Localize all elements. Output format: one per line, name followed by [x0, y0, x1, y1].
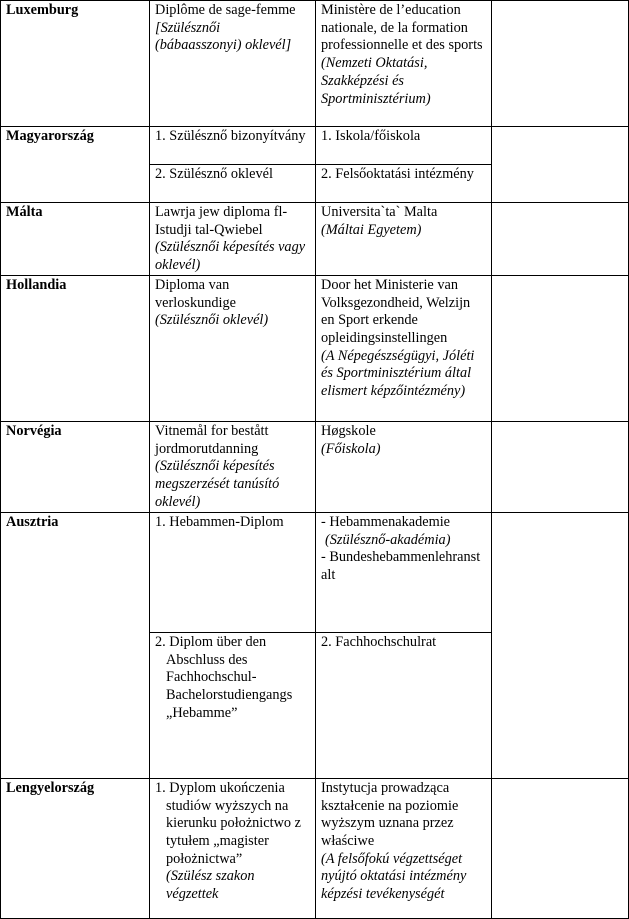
institution-name: 1. Iskola/főiskola: [321, 128, 421, 144]
country-cell: Luxemburg: [1, 1, 150, 127]
empty-cell: [492, 275, 629, 421]
diploma-cell: [150, 421, 316, 512]
diploma-name: Lawrja jew diploma fl-Istudji tal-Qwiebel: [155, 204, 288, 238]
diploma-cell: [150, 778, 316, 918]
diploma-translation: (Szülésznői képesítés megszerzését tanúsító oklevél): [155, 458, 280, 510]
empty-cell: [492, 512, 629, 778]
table-row: [1, 778, 629, 918]
institution-translation: (Szülésznő-akadémia): [325, 531, 451, 548]
diploma-translation: (Szülésznői képesítés vagy oklevél): [155, 239, 306, 274]
institution-name: 2. Felsőoktatási intézmény: [321, 166, 474, 182]
institution-translation: (Főiskola): [321, 440, 381, 457]
institution-name: Door het Ministerie van Volksgezondheid, Welzijn en Sport erkende opleidingsinstellingen: [321, 276, 471, 346]
country-cell: Hollandia: [1, 275, 150, 421]
institution-name: Ministère de l’education nationale, de la formation professionnelle et des sports: [321, 2, 483, 54]
diploma-cell: [150, 512, 316, 632]
diploma-cell: [150, 275, 316, 421]
institution-cell: [316, 275, 492, 421]
diploma-translation: (Szülésznői oklevél): [155, 312, 269, 329]
country-cell: Ausztria: [1, 512, 150, 778]
table-row: [1, 127, 629, 165]
diploma-cell: [150, 632, 316, 778]
empty-cell: [492, 421, 629, 512]
diploma-translation: [Szülésznői (bábaasszonyi) oklevél]: [155, 19, 292, 54]
institution-name: Høgskole: [321, 422, 376, 439]
institution-cell: [316, 778, 492, 918]
diploma-name: 1. Hebammen-Diplom: [155, 513, 284, 530]
empty-cell: [492, 778, 629, 918]
institution-cell: [316, 512, 492, 632]
diploma-cell: [150, 165, 316, 203]
empty-cell: [492, 203, 629, 276]
institution-name: Universita`ta` Malta: [321, 204, 438, 220]
institution-cell: [316, 421, 492, 512]
institution-cell: [316, 632, 492, 778]
diploma-name: 1. Dyplom ukończenia studiów wyższych na kierunku położnictwo z tytułem „magister położnictwa”: [155, 779, 301, 867]
institution-translation: (Máltai Egyetem): [321, 221, 422, 238]
diploma-name: 1. Szülésznő bizonyítvány: [155, 128, 306, 144]
institution-cell: [316, 203, 492, 276]
country-cell: Norvégia: [1, 421, 150, 512]
institution-cell: [316, 127, 492, 165]
table-row: [1, 421, 629, 512]
diploma-translation: (Szülész szakon végzettek: [166, 868, 255, 903]
diploma-cell: [150, 127, 316, 165]
institution-translation: (A felsőfokú végzettséget nyújtó oktatási intézmény képzési tevékenységét: [321, 850, 467, 903]
institution-name: - Hebammenakademie: [321, 513, 451, 530]
diploma-name: Diplôme de sage-femme: [155, 2, 296, 18]
country-cell: Magyarország: [1, 127, 150, 203]
diploma-name: 2. Szülésznő oklevél: [155, 166, 273, 182]
institution-translation: (Nemzeti Oktatási, Szakképzési és Sportminisztérium): [321, 55, 431, 107]
empty-cell: [492, 127, 629, 203]
empty-cell: [492, 1, 629, 127]
institution-cell: [316, 1, 492, 127]
institution-cell: [316, 165, 492, 203]
diploma-name: 2. Diplom über den Abschluss des Fachhochschul-Bachelorstudiengangs „Hebamme”: [155, 633, 293, 721]
table-row: [1, 203, 629, 276]
table-row: [1, 512, 629, 632]
diploma-name: Diploma van verloskundige: [155, 276, 236, 311]
diploma-cell: [150, 1, 316, 127]
table-row: [1, 1, 629, 127]
country-cell: Málta: [1, 203, 150, 276]
country-cell: Lengyelország: [1, 778, 150, 918]
institution-name: Instytucja prowadząca kształcenie na poziomie wyższym uznana przez właściwe: [321, 779, 459, 849]
institution-name: 2. Fachhochschulrat: [321, 633, 437, 650]
table-row: [1, 275, 629, 421]
institution-name: - Bundeshebammenlehranstalt: [321, 549, 481, 583]
diploma-name: Vitnemål for bestått jordmorutdanning: [155, 422, 269, 457]
diploma-cell: [150, 203, 316, 276]
institution-translation: (A Népegészségügyi, Jóléti és Sportminisztérium által elismert képzőintézmény): [321, 347, 475, 400]
